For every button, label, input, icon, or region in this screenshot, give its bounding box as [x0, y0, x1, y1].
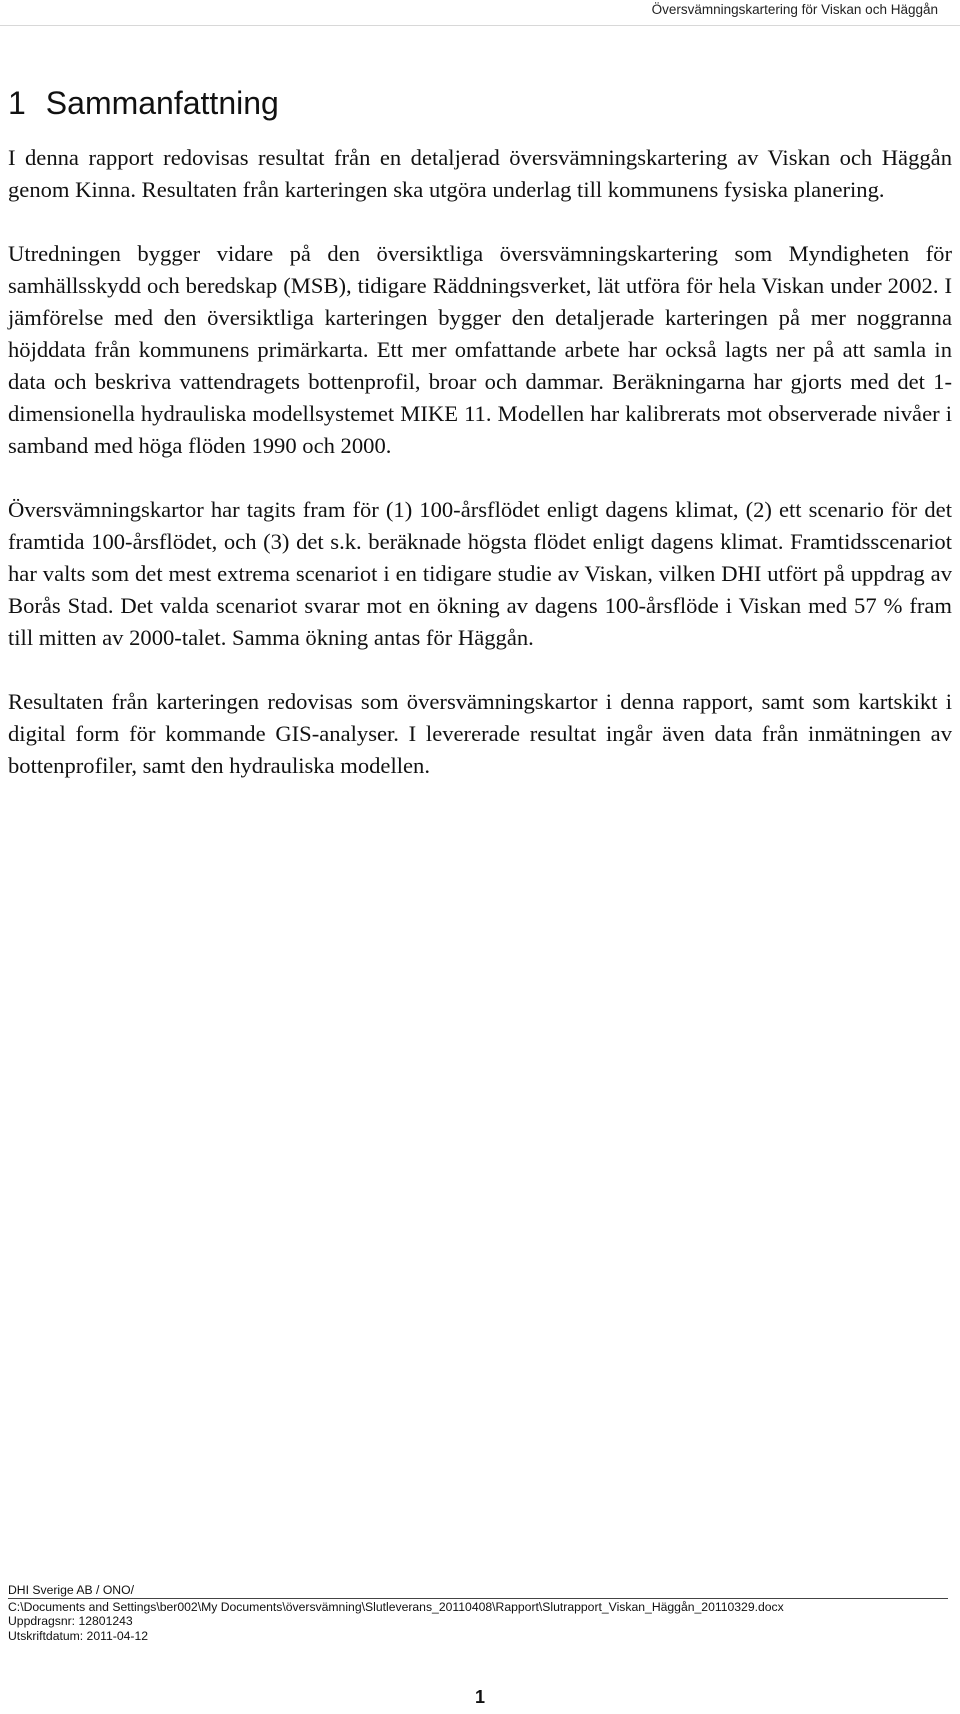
footer-project-number: Uppdragsnr: 12801243 — [8, 1614, 133, 1628]
section-heading — [8, 83, 279, 123]
paragraph-method: Utredningen bygger vidare på den översiktliga översvämningskartering som Myndigheten för samhällsskydd och beredskap (MSB), tidigare Räddningsverket, lät utföra för hela Viskan under 2002. I jämförelse med den översiktliga karteringen bygger den detaljerade karteringen på mer noggranna höjddata från kommunens primärkarta. Ett mer omfattande arbete har också lagts ner på att samla in data och beskriva vattendragets bottenprofil, broar och dammar. Beräkningarna har gjorts med det 1-dimensionella hydrauliska modellsystemet MIKE 11. Modellen har kalibrerats mot observerade nivåer i samband med höga flöden 1990 och 2000. — [8, 241, 952, 458]
page-number: 1 — [474, 1687, 485, 1707]
paragraph-intro: I denna rapport redovisas resultat från en detaljerad översvämningskartering av Viskan och Häggån genom Kinna. Resultaten från karteringen ska utgöra underlag till kommunens fysiska planering. — [8, 145, 952, 202]
footer-print-date: Utskriftdatum: 2011-04-12 — [8, 1628, 148, 1643]
footer-company: DHI Sverige AB / ONO/ — [8, 1583, 134, 1597]
paragraph-results: Resultaten från karteringen redovisas som översvämningskartor i denna rapport, samt som kartskikt i digital form för kommande GIS-analyser. I levererade resultat ingår även data från inmätningen av bottenprofiler, samt den hydrauliska modellen. — [8, 689, 952, 778]
header-divider — [0, 25, 960, 26]
section-title: Sammanfattning — [45, 85, 279, 121]
section-number: 1 — [8, 85, 26, 121]
running-header: Översvämningskartering för Viskan och Häggån — [651, 2, 938, 17]
footer-divider — [8, 1598, 948, 1599]
page-footer — [8, 1583, 948, 1643]
paragraph-scenarios: Översvämningskartor har tagits fram för (1) 100-årsflödet enligt dagens klimat, (2) ett scenario för det framtida 100-årsflödet, och (3) det s.k. beräknade högsta flödet enligt dagens klimat. Framtidsscenariot har valts som det mest extrema scenariot i en tidigare studie av Viskan, vilken DHI utfört på uppdrag av Borås Stad. Det valda scenariot svarar mot en ökning av dagens 100-årsflöde i Viskan med 57 % fram till mitten av 2000-talet. Samma ökning antas för Häggån. — [8, 497, 952, 650]
footer-file-path: C:\Documents and Settings\ber002\My Documents\översvämning\Slutleverans_20110408\Rapport\Slutrapport_Viskan_Häggån_20110329.docx — [8, 1599, 784, 1614]
body-text — [8, 142, 952, 782]
